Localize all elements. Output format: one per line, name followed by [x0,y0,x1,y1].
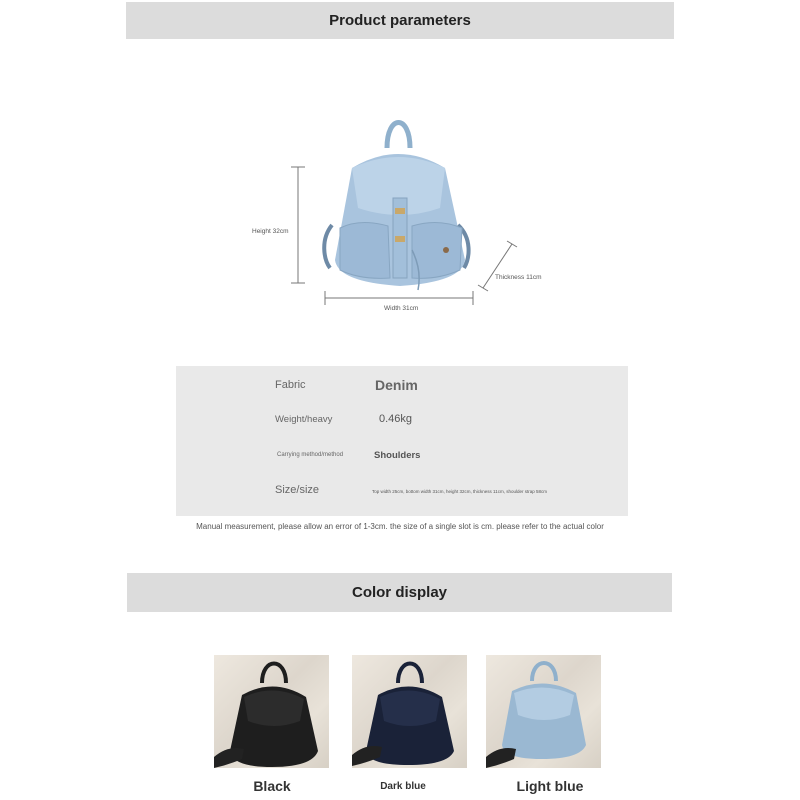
height-dimension-line [291,167,305,283]
color-photo-dark-blue [352,655,467,768]
param-label-fabric: Fabric [275,379,306,391]
param-value-weight: 0.46kg [379,413,413,425]
color-photo-black [214,655,329,768]
measurement-note: Manual measurement, please allow an error of 1-3cm. the size of a single slot is cm. please refer to the actual color [196,522,604,531]
width-dimension-line [325,291,473,305]
param-value-fabric: Denim [375,377,418,393]
thickness-dimension-line [478,241,517,291]
section-title: Product parameters [329,12,471,29]
thickness-label: Thickness 11cm [495,274,542,281]
param-label-carrying: Carrying method/method [277,452,344,458]
color-label-light-blue: Light blue [516,778,584,794]
product-illustration [240,110,560,320]
param-value-size: Top width 25cm, bottom width 31cm, height 32cm, thickness 11cm, shoulder strap 58cm [372,489,547,494]
backpack-image [324,123,468,291]
parameters-table [176,366,628,516]
param-label-size: Size/size [275,484,320,496]
height-label: Height 32cm [252,228,289,235]
section-title: Color display [351,584,448,601]
color-label-black: Black [253,778,291,794]
color-display-banner [127,573,672,612]
param-value-carrying: Shoulders [374,450,421,461]
color-photo-light-blue [486,655,601,768]
product-parameters-banner [126,2,674,39]
param-label-weight: Weight/heavy [275,414,333,425]
color-label-dark-blue: Dark blue [380,781,426,792]
width-label: Width 31cm [384,305,419,312]
